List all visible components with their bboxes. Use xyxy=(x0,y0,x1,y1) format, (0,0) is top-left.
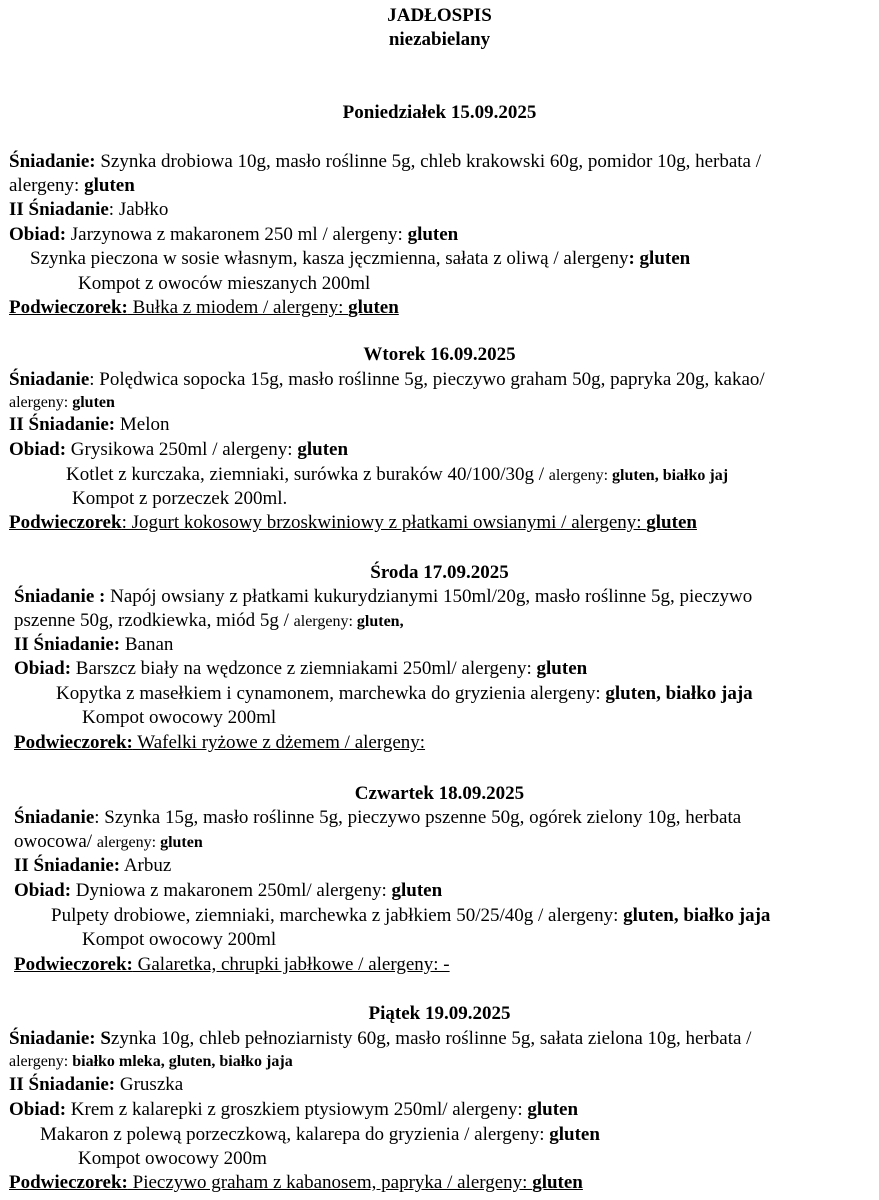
meal-text: Napój owsiany z płatkami kukurydzianymi 150ml/20g, masło roślinne 5g, pieczywo xyxy=(105,586,753,607)
meal-text: Gruszka xyxy=(115,1074,184,1095)
meal-text: Grysikowa 250ml / alergeny: xyxy=(66,439,298,460)
drink-line: Kompot owocowy 200ml xyxy=(82,929,277,950)
meal-text: Banan xyxy=(120,634,174,655)
allergens-value: gluten, białko jaja xyxy=(623,905,771,926)
main-course-line xyxy=(66,463,728,488)
menu-title: JADŁOSPIS xyxy=(387,5,492,26)
meal-text: Pieczywo graham z kabanosem, papryka / alergeny: xyxy=(127,1172,533,1193)
day-heading: Czwartek 18.09.2025 xyxy=(354,783,525,804)
day-heading: Piątek 19.09.2025 xyxy=(368,1003,511,1024)
allergens-label: alergeny: xyxy=(548,467,613,484)
snack-line xyxy=(14,953,450,977)
meal-text: : Jogurt kokosowy brzoskwiniowy z płatkami owsianymi / alergeny: xyxy=(121,512,647,533)
day-heading: Środa 17.09.2025 xyxy=(370,562,509,583)
meal-label: Podwieczorek xyxy=(9,512,122,533)
allergens-line xyxy=(9,174,135,198)
lunch-line xyxy=(9,1098,578,1122)
allergens-value: gluten xyxy=(391,880,443,901)
meal-text: zynka 10g, chleb pełnoziarnisty 60g, masło roślinne 5g, sałata zielona 10g, herbata / xyxy=(110,1028,752,1049)
meal-text: Melon xyxy=(115,414,170,435)
snack-line xyxy=(14,731,425,755)
meal-text: Bułka z miodem / alergeny: xyxy=(127,297,349,318)
meal-label: II Śniadanie: xyxy=(9,1074,116,1095)
breakfast-line xyxy=(14,585,752,609)
meal-text: Pulpety drobiowe, ziemniaki, marchewka z jabłkiem 50/25/40g / alergeny: xyxy=(51,905,624,926)
meal-label: Obiad: xyxy=(9,1099,67,1120)
meal-label: Podwieczorek: xyxy=(9,297,128,318)
meal-label: Śniadanie xyxy=(9,369,90,390)
allergens-line xyxy=(9,1050,293,1074)
meal-label: Obiad: xyxy=(14,658,72,679)
meal-label: Śniadanie xyxy=(14,807,95,828)
allergens-value: gluten, xyxy=(356,613,404,630)
allergens-value: gluten xyxy=(297,439,349,460)
meal-text: Kotlet z kurczaka, ziemniaki, surówka z buraków 40/100/30g / xyxy=(66,464,549,485)
allergens-value: gluten, białko jaj xyxy=(612,467,729,484)
meal-label: Śniadanie : xyxy=(14,586,106,607)
meal-label: Podwieczorek: xyxy=(9,1172,128,1193)
snack-line xyxy=(9,1171,583,1195)
meal-label: II Śniadanie: xyxy=(14,855,121,876)
meal-label: Śniadanie: xyxy=(9,151,96,172)
main-course-line xyxy=(40,1123,600,1147)
meal-text: Kopytka z masełkiem i cynamonem, marchewka do gryzienia alergeny: xyxy=(56,683,606,704)
breakfast-line xyxy=(9,1027,751,1051)
meal-label: II Śniadanie: xyxy=(9,414,116,435)
allergens-value: : gluten xyxy=(628,248,691,269)
meal-text: pszenne 50g, rzodkiewka, miód 5g / xyxy=(14,610,294,631)
allergens-value: gluten xyxy=(646,512,697,533)
meal-label: II Śniadanie xyxy=(9,199,109,220)
allergens-value: gluten, białko jaja xyxy=(605,683,753,704)
allergens-value: gluten xyxy=(348,297,399,318)
lunch-line xyxy=(9,438,348,462)
meal-text: : Polędwica sopocka 15g, masło roślinne 5g, pieczywo graham 50g, papryka 20g, kakao/ xyxy=(89,369,765,390)
meal-label: Obiad: xyxy=(9,439,67,460)
allergens-value: gluten xyxy=(549,1124,600,1145)
meal-text: Dyniowa z makaronem 250ml/ alergeny: xyxy=(71,880,392,901)
allergens-value: gluten xyxy=(407,224,459,245)
meal-label: Śniadanie: S xyxy=(9,1028,111,1049)
allergens-value: gluten xyxy=(536,658,588,679)
allergens-value: białko mleka, gluten, białko jaja xyxy=(72,1053,293,1070)
meal-label: Podwieczorek: xyxy=(14,954,133,975)
second-breakfast-line xyxy=(9,1073,183,1097)
allergens-line xyxy=(9,391,115,415)
allergens-value: gluten xyxy=(84,175,135,196)
breakfast-line xyxy=(9,150,761,174)
breakfast-line xyxy=(14,806,741,830)
meal-text: Galaretka, chrupki jabłkowe / alergeny: - xyxy=(132,954,450,975)
lunch-line xyxy=(9,223,458,247)
main-course-line xyxy=(56,682,753,706)
allergens-label: alergeny: xyxy=(293,613,357,630)
drink-line: Kompot z owoców mieszanych 200ml xyxy=(78,273,371,294)
meal-label: II Śniadanie: xyxy=(14,634,121,655)
allergens-label: alergeny: xyxy=(9,1053,73,1070)
meal-label: Obiad: xyxy=(9,224,67,245)
allergens-value: gluten xyxy=(72,394,115,411)
allergens-line xyxy=(14,830,203,855)
meal-text: Krem z kalarepki z groszkiem ptysiowym 250ml/ alergeny: xyxy=(66,1099,528,1120)
second-breakfast-line xyxy=(14,633,173,657)
drink-line: Kompot owocowy 200m xyxy=(78,1148,267,1169)
lunch-line xyxy=(14,879,442,903)
menu-subtitle: niezabielany xyxy=(388,29,491,50)
meal-text: Szynka pieczona w sosie własnym, kasza jęczmienna, sałata z oliwą / alergeny xyxy=(30,248,629,269)
day-heading: Poniedziałek 15.09.2025 xyxy=(342,102,537,123)
meal-text: Jarzynowa z makaronem 250 ml / alergeny: xyxy=(66,224,408,245)
meal-text: Szynka drobiowa 10g, masło roślinne 5g, chleb krakowski 60g, pomidor 10g, herbata / xyxy=(95,151,762,172)
second-breakfast-line xyxy=(14,854,171,878)
meal-text: Barszcz biały na wędzonce z ziemniakami 250ml/ alergeny: xyxy=(71,658,537,679)
allergens-line xyxy=(14,609,404,634)
allergens-value: gluten xyxy=(532,1172,583,1193)
main-course-line xyxy=(51,904,770,928)
meal-text: Makaron z polewą porzeczkową, kalarepa do gryzienia / alergeny: xyxy=(40,1124,550,1145)
meal-text: : Jabłko xyxy=(108,199,169,220)
snack-line xyxy=(9,296,399,320)
allergens-label: alergeny: xyxy=(9,394,73,411)
meal-text: owocowa/ xyxy=(14,831,97,852)
drink-line: Kompot owocowy 200ml xyxy=(82,707,277,728)
second-breakfast-line xyxy=(9,198,168,222)
lunch-line xyxy=(14,657,587,681)
meal-text: : Szynka 15g, masło roślinne 5g, pieczywo pszenne 50g, ogórek zielony 10g, herbata xyxy=(94,807,742,828)
allergens-value: gluten xyxy=(527,1099,579,1120)
meal-text: Arbuz xyxy=(120,855,172,876)
snack-line xyxy=(9,511,697,535)
meal-text: Wafelki ryżowe z dżemem / alergeny: xyxy=(132,732,426,753)
second-breakfast-line xyxy=(9,413,169,437)
allergens-label: alergeny: xyxy=(9,175,85,196)
day-heading: Wtorek 16.09.2025 xyxy=(363,344,516,365)
allergens-value: gluten xyxy=(160,834,203,851)
breakfast-line xyxy=(9,368,765,392)
main-course-line xyxy=(30,247,690,271)
meal-label: Podwieczorek: xyxy=(14,732,133,753)
drink-line: Kompot z porzeczek 200ml. xyxy=(72,488,288,509)
meal-label: Obiad: xyxy=(14,880,72,901)
allergens-label: alergeny: xyxy=(96,834,161,851)
